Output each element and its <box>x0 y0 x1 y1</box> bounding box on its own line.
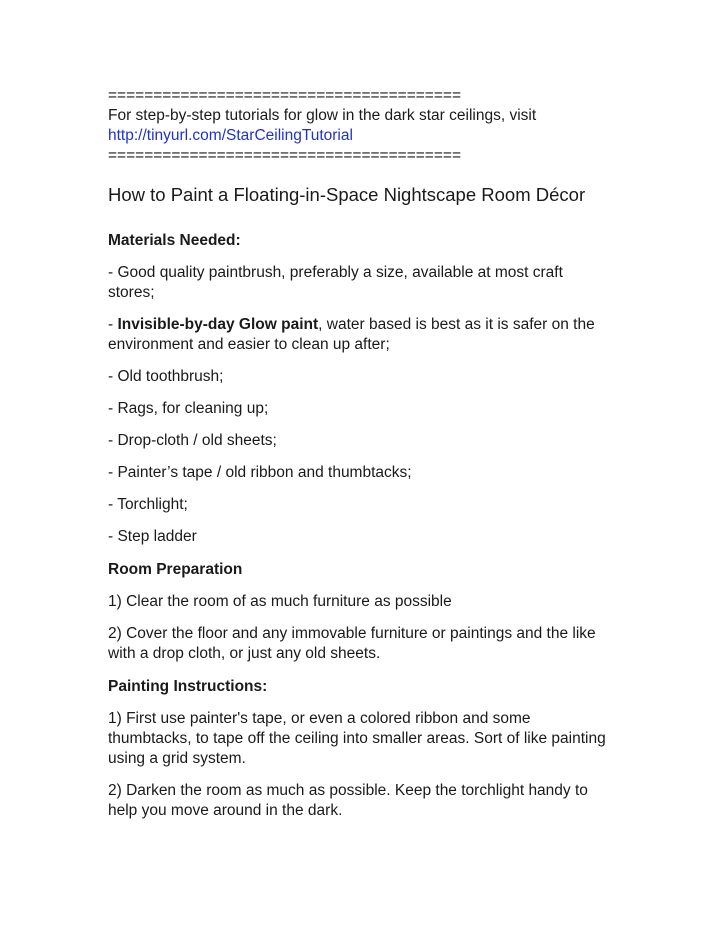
materials-item: - Step ladder <box>108 528 197 545</box>
glow-paint-emphasis: Invisible-by-day Glow paint <box>117 316 319 333</box>
materials-item: - Rags, for cleaning up; <box>108 400 269 417</box>
room-prep-step: 1) Clear the room of as much furniture as possible <box>108 593 452 610</box>
materials-item: - Drop-cloth / old sheets; <box>108 432 277 449</box>
painting-step: 2) Darken the room as much as possible. Keep the torchlight handy to help you move around in the dark. <box>108 782 588 819</box>
item-prefix: - <box>108 316 118 333</box>
materials-item: - Good quality paintbrush, preferably a size, available at most craft stores; <box>108 264 563 301</box>
materials-item: - Torchlight; <box>108 496 188 513</box>
room-prep-heading: Room Preparation <box>108 561 243 578</box>
document-body <box>108 86 608 821</box>
painting-heading: Painting Instructions: <box>108 678 268 695</box>
painting-step: 1) First use painter's tape, or even a colored ribbon and some thumbtacks, to tape off the ceiling into smaller areas. Sort of like painting using a grid system. <box>108 710 606 767</box>
materials-item: - Old toothbrush; <box>108 368 224 385</box>
materials-heading: Materials Needed: <box>108 232 241 249</box>
item-rest: , water based is best as it is safer on the environment and easier to clean up after; <box>108 316 595 353</box>
intro-text: For step-by-step tutorials for glow in the dark star ceilings, visit <box>108 107 537 124</box>
page-title: How to Paint a Floating-in-Space Nightscape Room Décor <box>108 184 586 205</box>
materials-item: - Painter’s tape / old ribbon and thumbtacks; <box>108 464 412 481</box>
top-divider: ======================================= <box>108 87 462 104</box>
tutorial-link[interactable]: http://tinyurl.com/StarCeilingTutorial <box>108 127 353 144</box>
tutorial-link-line <box>108 126 608 146</box>
materials-item <box>108 315 608 355</box>
bottom-divider: ======================================= <box>108 147 462 164</box>
room-prep-step: 2) Cover the floor and any immovable furniture or paintings and the like with a drop cloth, or just any old sheets. <box>108 625 596 662</box>
